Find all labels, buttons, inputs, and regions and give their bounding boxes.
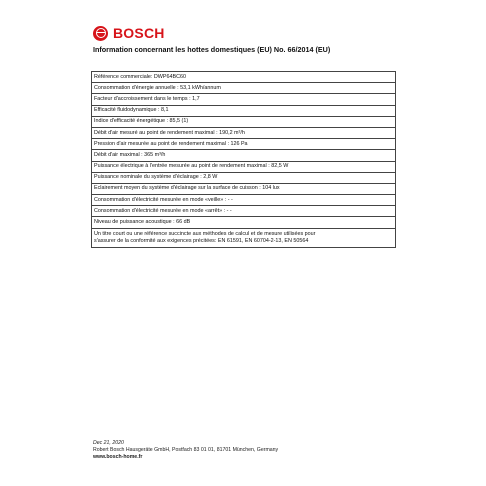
table-cell: Indice d'efficacité énergétique : 85,5 (1) [92, 116, 396, 127]
table-row [92, 206, 396, 217]
table-row [92, 172, 396, 183]
table-cell: Eclairement moyen du système d'éclairage sur la surface de cuisson : 104 lux [92, 183, 396, 194]
table-row [92, 94, 396, 105]
footer [93, 440, 278, 460]
footer-date: Dec 21, 2020 [93, 440, 124, 446]
table-row [92, 139, 396, 150]
table-row [92, 72, 396, 83]
table-cell: Facteur d'accroissement dans le temps : 1,7 [92, 94, 396, 105]
table-cell: Consommation d'électricité mesurée en mode «veille» : - - [92, 195, 396, 206]
table-cell: Efficacité fluidodynamique : 8,1 [92, 105, 396, 116]
table-cell: Puissance nominale du système d'éclairage : 2,8 W [92, 172, 396, 183]
table-row [92, 195, 396, 206]
bosch-armature-icon [93, 26, 108, 41]
brand-logo [93, 24, 165, 42]
table-cell: Référence commerciale: DWP64BC60 [92, 72, 396, 83]
brand-logo-text: BOSCH [113, 25, 165, 41]
table-cell: Débit d'air mesuré au point de rendement maximal : 190,2 m³/h [92, 127, 396, 138]
table-row [92, 83, 396, 94]
table-row [92, 161, 396, 172]
page-title: Information concernant les hottes domestiques (EU) No. 66/2014 (EU) [93, 45, 331, 54]
footer-address: Robert Bosch Hausgeräte GmbH, Postfach 83 01 01, 81701 München, Germany [93, 446, 279, 453]
table-row [92, 116, 396, 127]
table-cell: Pression d'air mesurée au point de rendement maximal : 126 Pa [92, 139, 396, 150]
specification-table [91, 71, 396, 248]
note-line: Un titre court ou une référence succincte aux méthodes de calcul et de mesure utilisées pour [94, 230, 316, 237]
table-cell: Niveau de puissance acoustique : 66 dB [92, 217, 396, 228]
table-cell: Débit d'air maximal : 365 m³/h [92, 150, 396, 161]
table-row-note [92, 228, 396, 247]
note-line: s'assurer de la conformité aux exigences précitées: EN 61591, EN 60704-2-13, EN 50564 [94, 237, 309, 244]
table-cell: Consommation d'électricité mesurée en mode «arrêt» : - - [92, 206, 396, 217]
table-row [92, 127, 396, 138]
footer-url: www.bosch-home.fr [93, 453, 143, 460]
table-cell-note [92, 228, 396, 247]
table-row [92, 105, 396, 116]
table-row [92, 217, 396, 228]
specification-table-body [92, 72, 396, 248]
table-row [92, 150, 396, 161]
table-cell: Consommation d'énergie annuelle : 53,1 kWh/annum [92, 83, 396, 94]
table-cell: Puissance électrique à l'entrée mesurée au point de rendement maximal : 82,5 W [92, 161, 396, 172]
table-row [92, 183, 396, 194]
